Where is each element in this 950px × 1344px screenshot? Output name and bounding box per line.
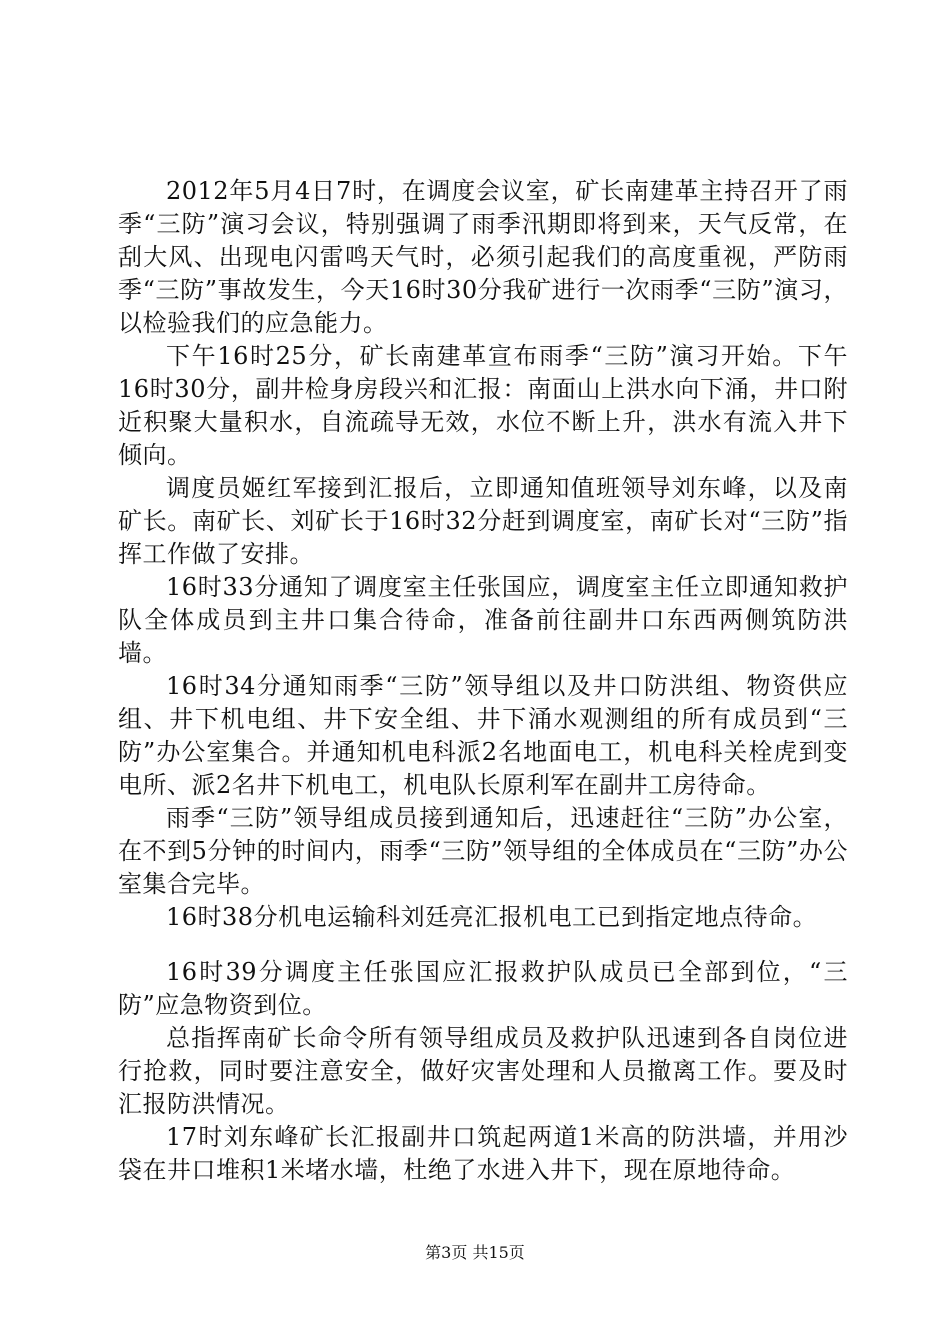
paragraph-1: 2012年5月4日7时，在调度会议室，矿长南建革主持召开了雨季“三防”演习会议，特别强调了雨季汛期即将到来，天气反常，在刮大风、出现电闪雷鸣天气时，必须引起我们的高度重视，严防雨季“三防”事故发生，今天16时30分我矿进行一次雨季“三防”演习，以检验我们的应急能力。 (118, 177, 848, 337)
paragraph-10: 17时刘东峰矿长汇报副井口筑起两道1米高的防洪墙，并用沙袋在井口堆积1米堵水墙，杜绝了水进入井下，现在原地待命。 (118, 1123, 848, 1184)
paragraph-4: 16时33分通知了调度室主任张国应，调度室主任立即通知救护队全体成员到主井口集合待命，准备前往副井口东西两侧筑防洪墙。 (118, 573, 848, 667)
page-footer: 第3页 共15页 (425, 1243, 525, 1262)
paragraph-8: 16时39分调度主任张国应汇报救护队成员已全部到位，“三防”应急物资到位。 (118, 958, 848, 1019)
paragraph-3: 调度员姬红军接到汇报后，立即通知值班领导刘东峰，以及南矿长。南矿长、刘矿长于16时32分赶到调度室，南矿长对“三防”指挥工作做了安排。 (118, 474, 848, 568)
paragraph-9: 总指挥南矿长命令所有领导组成员及救护队迅速到各自岗位进行抢救，同时要注意安全，做好灾害处理和人员撤离工作。要及时汇报防洪情况。 (118, 1024, 848, 1118)
paragraph-2: 下午16时25分，矿长南建革宣布雨季“三防”演习开始。下午16时30分，副井检身房段兴和汇报：南面山上洪水向下涌，井口附近积聚大量积水，自流疏导无效，水位不断上升，洪水有流入井下倾向。 (118, 342, 848, 469)
paragraph-7: 16时38分机电运输科刘廷亮汇报机电工已到指定地点待命。 (166, 903, 818, 931)
paragraph-6: 雨季“三防”领导组成员接到通知后，迅速赶往“三防”办公室，在不到5分钟的时间内，雨季“三防”领导组的全体成员在“三防”办公室集合完毕。 (118, 804, 848, 898)
document-body (118, 175, 848, 1187)
paragraph-5: 16时34分通知雨季“三防”领导组以及井口防洪组、物资供应组、井下机电组、井下安全组、井下涌水观测组的所有成员到“三防”办公室集合。并通知机电科派2名地面电工，机电科关栓虎到变电所、派2名井下机电工，机电队长原利军在副井工房待命。 (118, 672, 848, 799)
